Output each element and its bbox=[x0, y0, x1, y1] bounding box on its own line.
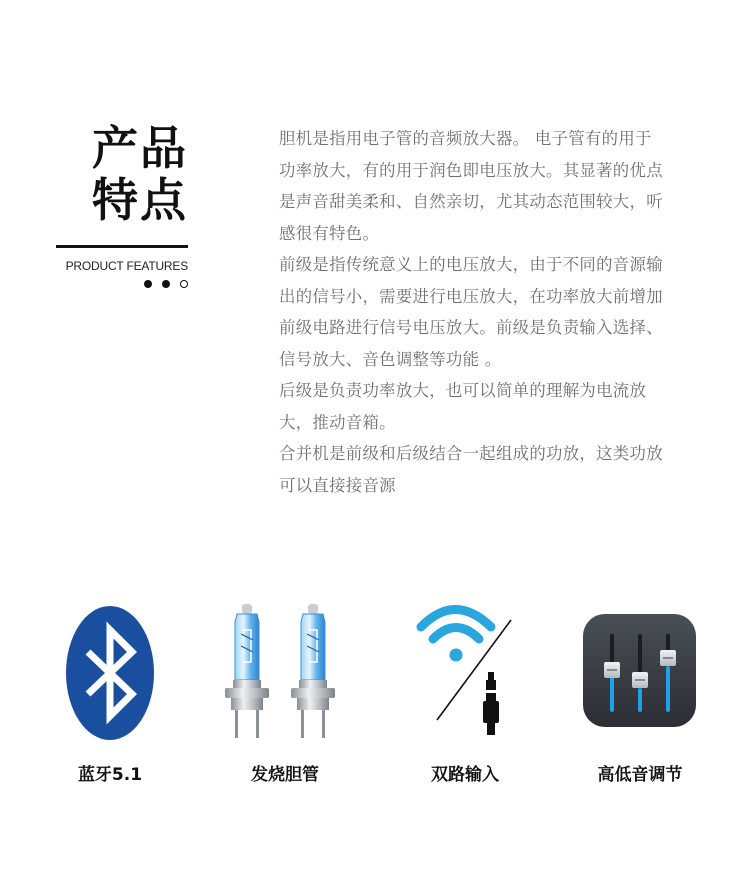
description-paragraph: 后级是负责功率放大，也可以简单的理解为电流放大，推动音箱。 bbox=[279, 381, 647, 432]
feature-label: 蓝牙5.1 bbox=[77, 765, 143, 785]
bluetooth-icon bbox=[40, 600, 180, 745]
feature-label: 双路输入 bbox=[431, 765, 499, 785]
section-title bbox=[56, 122, 188, 226]
feature-eq bbox=[570, 600, 710, 800]
title-divider bbox=[56, 245, 188, 248]
feature-tubes bbox=[215, 600, 355, 800]
dot-filled bbox=[162, 280, 170, 288]
pagination-dots bbox=[140, 280, 190, 290]
dot-hollow bbox=[180, 280, 188, 288]
wifi-aux-input-icon bbox=[395, 600, 535, 745]
description-paragraph: 胆机是指用电子管的音频放大器。 电子管有的用于功率放大，有的用于润色即电压放大。其显著的优点是声音甜美柔和、自然亲切，尤其动态范围较大，听感很有特色。 bbox=[279, 129, 663, 243]
tube-bulbs-icon bbox=[215, 600, 355, 745]
feature-label: 发烧胆管 bbox=[251, 765, 319, 785]
product-description bbox=[279, 123, 663, 501]
description-paragraph: 合并机是前级和后级结合一起组成的功放，这类功放可以直接接音源 bbox=[279, 444, 663, 495]
section-subtitle: PRODUCT FEATURES bbox=[65, 259, 188, 273]
title-line-1: 产品 bbox=[92, 121, 188, 175]
equalizer-sliders-icon bbox=[570, 600, 710, 745]
dot-filled bbox=[144, 280, 152, 288]
feature-label: 高低音调节 bbox=[597, 765, 683, 785]
feature-dual-input bbox=[395, 600, 535, 800]
description-paragraph: 前级是指传统意义上的电压放大，由于不同的音源输出的信号小，需要进行电压放大，在功率放大前增加前级电路进行信号电压放大。前级是负责输入选择、信号放大、音色调整等功能 。 bbox=[279, 255, 663, 369]
title-line-2: 特点 bbox=[92, 173, 188, 227]
feature-bluetooth bbox=[40, 600, 180, 800]
